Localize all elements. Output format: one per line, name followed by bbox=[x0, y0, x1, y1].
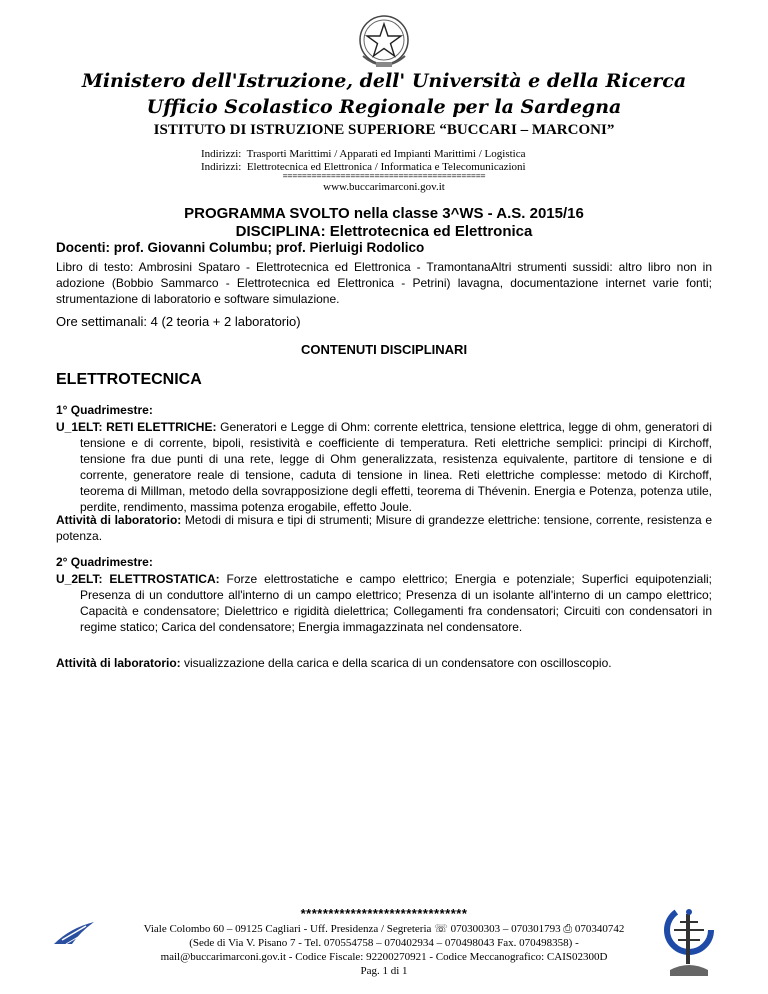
indirizzi-label: Indirizzi: bbox=[201, 148, 242, 160]
institute-seal-icon bbox=[660, 900, 718, 980]
lab-1-text: Metodi di misura e tipi di strumenti; Misure di grandezze elettriche: tensione, corrente, resistenza e potenza. bbox=[56, 513, 713, 543]
weekly-hours: Ore settimanali: 4 (2 teoria + 2 laboratorio) bbox=[56, 314, 301, 329]
wing-logo-icon bbox=[52, 920, 96, 946]
unit-1-title: U_1ELT: RETI ELETTRICHE: bbox=[56, 420, 217, 434]
unit-2-title: U_2ELT: ELETTROSTATICA: bbox=[56, 572, 220, 586]
program-title: PROGRAMMA SVOLTO nella classe 3^WS - A.S. 2015/16 bbox=[184, 205, 584, 222]
footer-line-2: (Sede di Via V. Pisano 7 - Tel. 070554758 – 070402934 – 070498043 Fax. 070498358) - bbox=[189, 937, 579, 949]
footer-line-1: Viale Colombo 60 – 09125 Cagliari - Uff. Presidenza / Segreteria ☏ 070300303 – 070301793 ⎙ 070340742 bbox=[143, 923, 625, 935]
website-link[interactable]: www.buccarimarconi.gov.it bbox=[323, 181, 445, 193]
regional-office-heading: Ufficio Scolastico Regionale per la Sardegna bbox=[146, 96, 622, 118]
lab-2-label: Attività di laboratorio: bbox=[56, 656, 181, 670]
discipline-title: DISCIPLINA: Elettrotecnica ed Elettronica bbox=[235, 223, 533, 240]
quarter-2-label: 2° Quadrimestre: bbox=[56, 555, 153, 569]
lab-1-label: Attività di laboratorio: bbox=[56, 513, 182, 527]
teachers-line: Docenti: prof. Giovanni Columbu; prof. Pierluigi Rodolico bbox=[56, 240, 425, 255]
unit-1-text: Generatori e Legge di Ohm: corrente elettrica, tensione elettrica, legge di ohm, generatori di tensione e di corrente, bipoli, resistività e coefficiente di temperatura. Reti elettriche semplici: principi di Kirchoff, tensione fra due punti di una rete, legge di Ohm generalizzata, resistenza equivalente, partitore di tensione e di corrente, generatore reale di tensione, caduta di tensione in linea. Reti elettriche complesse: metodo di Kirchoff, teorema di Millman, metodo della sovrapposizione degli effetti, teorema di Thévenin. Energia e Potenza, potenza utile, perdite, rendimento, massima potenza erogabile, effetto Joule. bbox=[80, 420, 712, 514]
section-heading: ELETTROTECNICA bbox=[56, 371, 202, 388]
textbook-paragraph: Libro di testo: Ambrosini Spataro - Elettrotecnica ed Elettronica - TramontanaAltri strumenti sussidi: altro libro non in adozione (Bobbio Sammarco - Elettrotecnica ed Elettronica - Petrini) lavagna, documentazione internet varie fonti; strumentazione di laboratorio e software simulazione. bbox=[56, 260, 712, 306]
indirizzi-label: Indirizzi: bbox=[201, 161, 242, 173]
ministry-heading: Ministero dell'Istruzione, dell' Università e della Ricerca bbox=[81, 70, 687, 92]
institute-name: ISTITUTO DI ISTRUZIONE SUPERIORE “BUCCARI – MARCONI” bbox=[153, 122, 615, 138]
lab-1-paragraph bbox=[56, 512, 712, 544]
contents-heading: CONTENUTI DISCIPLINARI bbox=[300, 342, 468, 357]
footer-stars: ****************************** bbox=[300, 906, 468, 921]
lab-2-paragraph bbox=[56, 655, 712, 671]
quarter-1-label: 1° Quadrimestre: bbox=[56, 403, 153, 417]
lab-2-text: visualizzazione della carica e della scarica di un condensatore con oscilloscopio. bbox=[180, 656, 612, 670]
unit-1-paragraph bbox=[56, 419, 712, 515]
footer-line-3: mail@buccarimarconi.gov.it - Codice Fiscale: 92200270921 - Codice Meccanografico: CAIS02300D bbox=[160, 951, 608, 963]
unit-2-text: Forze elettrostatiche e campo elettrico; Energia e potenziale; Superfici equipotenziali; Presenza di un conduttore all'interno di un campo elettrico; Presenza di un isolante all'interno di un campo elettrico; Capacità e condensatore; Dielettrico e rigidità dielettrica; Collegamenti fra condensatori; Circuiti con condensatori in regime statico; Carica del condensatore; Energia immagazzinata nel condensatore. bbox=[80, 572, 712, 634]
indirizzi-line-1: Trasporti Marittimi / Apparati ed Impianti Marittimi / Logistica bbox=[246, 148, 526, 160]
republic-emblem-icon bbox=[355, 12, 413, 72]
header-separator: ========================================== bbox=[282, 171, 486, 181]
footer-address bbox=[0, 922, 768, 978]
indirizzi-line-2: Elettrotecnica ed Elettronica / Informatica e Telecomunicazioni bbox=[246, 161, 526, 173]
page-number: Pag. 1 di 1 bbox=[360, 965, 408, 977]
unit-2-paragraph bbox=[56, 571, 712, 635]
